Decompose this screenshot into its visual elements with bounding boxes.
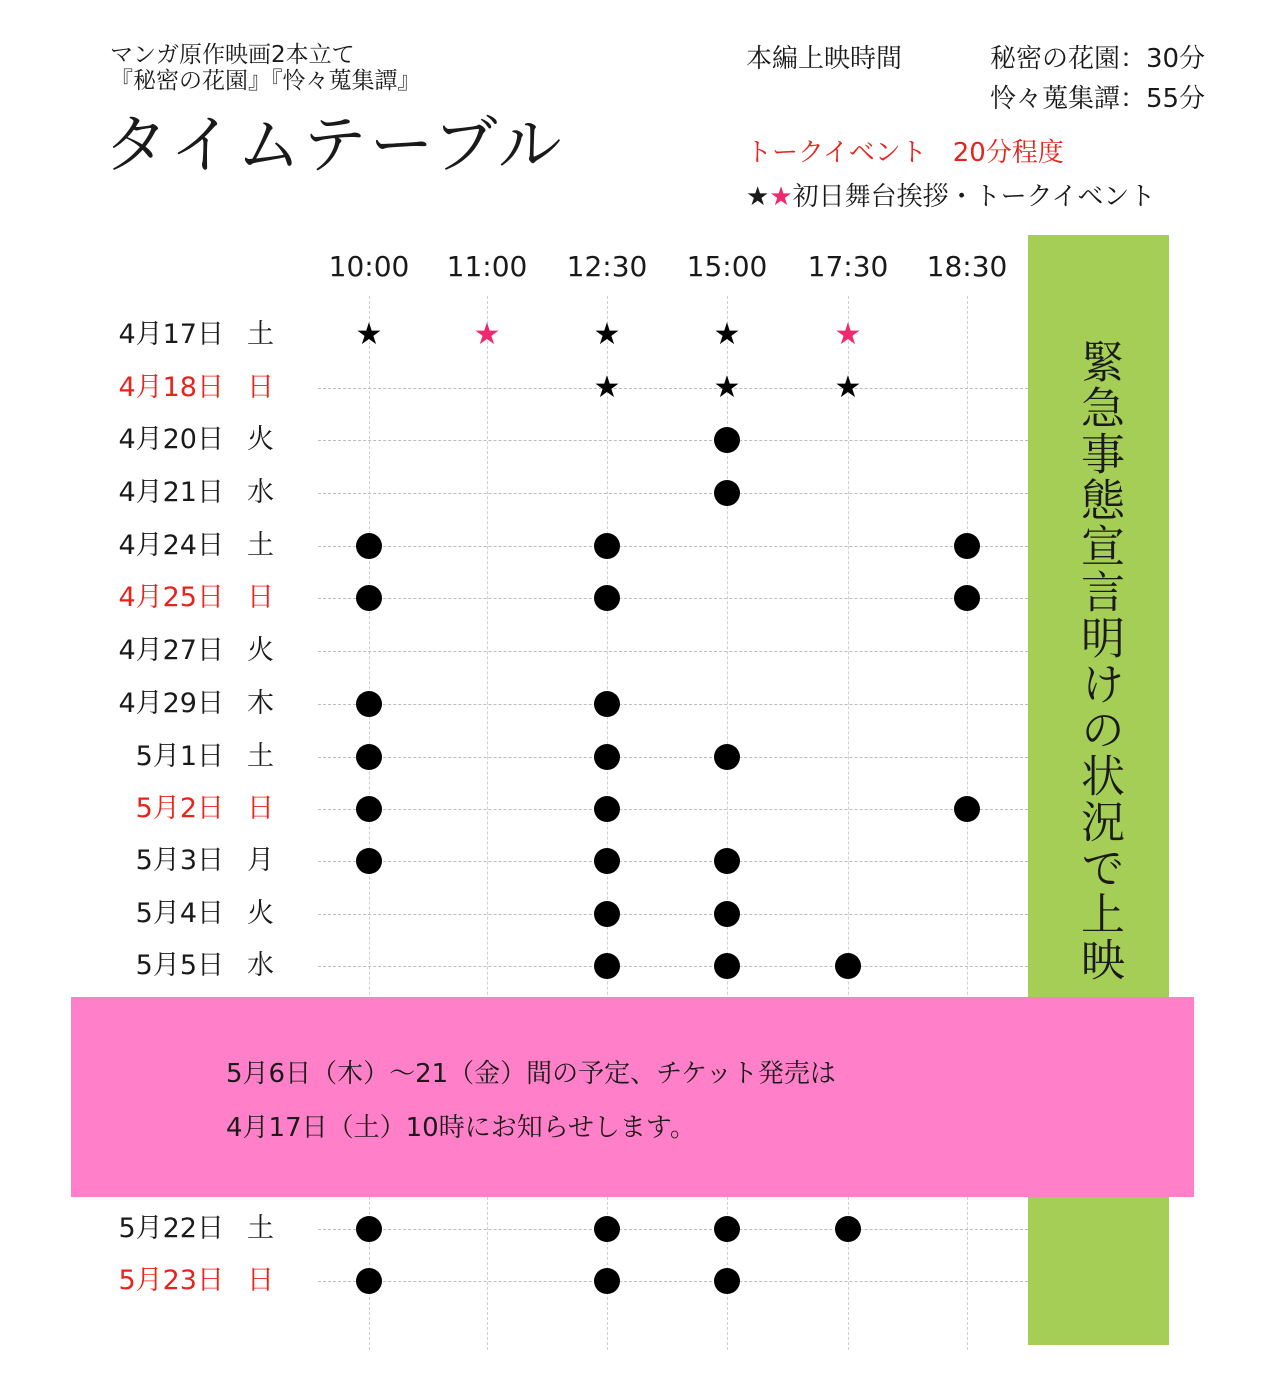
screening-dot-icon	[594, 691, 620, 717]
stage-greeting-star-icon: ★	[593, 370, 621, 405]
screening-dot-icon	[954, 796, 980, 822]
screening-dot-icon	[594, 1216, 620, 1242]
ticket-notice-line1: 5月6日（木）〜21（金）間の予定、チケット発売は	[226, 1059, 836, 1089]
screening-dot-icon	[356, 796, 382, 822]
grid-row-line	[318, 1229, 1028, 1230]
row-date: 5月4日	[135, 898, 224, 929]
screening-dot-icon	[714, 480, 740, 506]
row-date: 5月5日	[135, 950, 224, 981]
subtitle-line1: マンガ原作映画2本立て	[110, 42, 355, 68]
screening-dot-icon	[594, 953, 620, 979]
time-header: 15:00	[686, 250, 768, 283]
legend-pink-star-icon: ★	[769, 182, 793, 212]
talk-event-note: トークイベント 20分程度	[746, 138, 1064, 168]
row-weekday: 月	[247, 845, 274, 876]
stage-greeting-star-icon: ★	[713, 317, 741, 352]
screening-dot-icon	[714, 744, 740, 770]
screening-dot-icon	[714, 1268, 740, 1294]
screening-dot-icon	[714, 953, 740, 979]
grid-row-line	[318, 861, 1028, 862]
runtime-reirei: 怜々蒐集譚：55分	[990, 84, 1206, 114]
stage-greeting-star-icon: ★	[593, 317, 621, 352]
row-weekday: 土	[247, 1213, 274, 1244]
row-date: 4月29日	[118, 688, 224, 719]
screening-dot-icon	[835, 953, 861, 979]
screening-dot-icon	[594, 1268, 620, 1294]
row-date: 5月1日	[135, 741, 224, 772]
grid-row-line	[318, 546, 1028, 547]
stage-greeting-star-icon: ★	[834, 370, 862, 405]
screening-dot-icon	[594, 848, 620, 874]
runtime-label: 本編上映時間	[746, 44, 903, 74]
row-date: 4月24日	[118, 530, 224, 561]
screening-dot-icon	[356, 691, 382, 717]
screening-dot-icon	[954, 533, 980, 559]
time-header: 10:00	[328, 250, 410, 283]
grid-row-line	[318, 493, 1028, 494]
screening-dot-icon	[594, 796, 620, 822]
grid-row-line	[318, 704, 1028, 705]
screening-dot-icon	[594, 533, 620, 559]
screening-dot-icon	[356, 585, 382, 611]
screening-dot-icon	[356, 1216, 382, 1242]
row-weekday: 水	[247, 477, 274, 508]
row-date: 5月2日	[135, 793, 224, 824]
grid-row-line	[318, 757, 1028, 758]
ticket-notice-line2: 4月17日（土）10時にお知らせします。	[226, 1113, 696, 1143]
time-header: 12:30	[566, 250, 648, 283]
talk-event-star-icon: ★	[834, 317, 862, 352]
row-date: 4月18日	[118, 372, 224, 403]
row-date: 4月20日	[118, 424, 224, 455]
talk-event-star-icon: ★	[473, 317, 501, 352]
screening-dot-icon	[714, 848, 740, 874]
screening-dot-icon	[594, 585, 620, 611]
screening-dot-icon	[356, 533, 382, 559]
row-weekday: 日	[247, 582, 274, 613]
grid-row-line	[318, 651, 1028, 652]
screening-dot-icon	[356, 848, 382, 874]
legend	[746, 176, 1155, 213]
stage-greeting-star-icon: ★	[713, 370, 741, 405]
screening-dot-icon	[594, 744, 620, 770]
screening-dot-icon	[356, 1268, 382, 1294]
screening-dot-icon	[356, 744, 382, 770]
time-header: 17:30	[807, 250, 889, 283]
page-title: タイムテーブル	[104, 109, 565, 183]
grid-row-line	[318, 388, 1028, 389]
row-date: 5月23日	[118, 1265, 224, 1296]
row-date: 4月27日	[118, 635, 224, 666]
stage-greeting-star-icon: ★	[355, 317, 383, 352]
grid-row-line	[318, 966, 1028, 967]
grid-row-line	[318, 809, 1028, 810]
row-weekday: 日	[247, 372, 274, 403]
row-date: 4月17日	[118, 319, 224, 350]
row-weekday: 土	[247, 530, 274, 561]
row-date: 5月3日	[135, 845, 224, 876]
emergency-banner-text: 緊急事態宣言明けの状況で上映	[1073, 339, 1124, 983]
row-date: 5月22日	[118, 1213, 224, 1244]
row-weekday: 土	[247, 741, 274, 772]
screening-dot-icon	[714, 1216, 740, 1242]
ticket-notice-banner	[71, 997, 1194, 1197]
row-weekday: 木	[247, 688, 274, 719]
grid-row-line	[318, 440, 1028, 441]
screening-dot-icon	[835, 1216, 861, 1242]
row-weekday: 水	[247, 950, 274, 981]
row-date: 4月25日	[118, 582, 224, 613]
screening-dot-icon	[714, 427, 740, 453]
legend-black-star-icon: ★	[746, 182, 770, 212]
time-header: 18:30	[926, 250, 1008, 283]
grid-row-line	[318, 1281, 1028, 1282]
subtitle-line2: 『秘密の花園』『怜々蒐集譚』	[110, 68, 421, 94]
screening-dot-icon	[954, 585, 980, 611]
row-weekday: 日	[247, 1265, 274, 1296]
grid-row-line	[318, 598, 1028, 599]
row-weekday: 日	[247, 793, 274, 824]
row-date: 4月21日	[118, 477, 224, 508]
grid-row-line	[318, 914, 1028, 915]
screening-dot-icon	[714, 901, 740, 927]
runtime-himitsu: 秘密の花園：30分	[990, 44, 1206, 74]
screening-dot-icon	[594, 901, 620, 927]
row-weekday: 土	[247, 319, 274, 350]
row-weekday: 火	[247, 424, 274, 455]
legend-text: 初日舞台挨拶・トークイベント	[792, 182, 1156, 212]
time-header: 11:00	[446, 250, 528, 283]
row-weekday: 火	[247, 898, 274, 929]
row-weekday: 火	[247, 635, 274, 666]
